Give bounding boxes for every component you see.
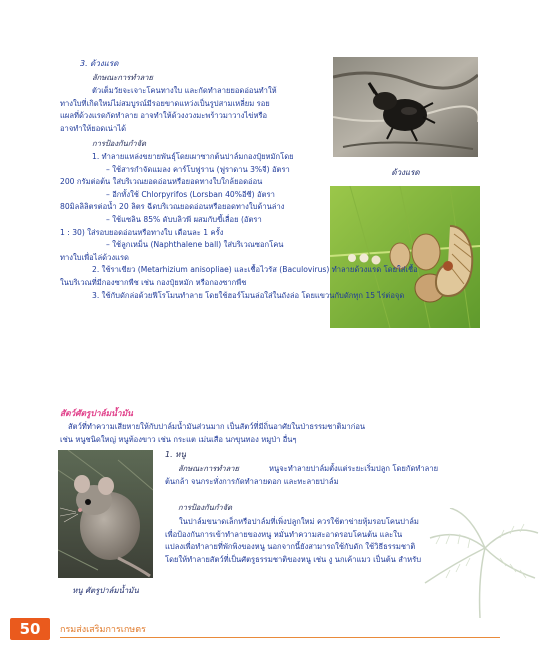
- prevention-line: 200 กรัมต่อต้น ใส่บริเวณยอดอ่อนหรือยอดทางใบใกล้ยอดอ่อน: [60, 177, 263, 187]
- rat-prevention-line: แปลงเพื่อทำลายที่พักพิงของหนู นอกจากนี้ยังสามารถใช้กับดัก ใช้วิธีธรรมชาติ: [165, 542, 416, 552]
- rat-damage-paragraph: [165, 463, 438, 488]
- damage-line: ตัวเต็มวัยจะเจาะโคนทางใบ และกัดทำลายยอดอ่อนทำให้: [92, 86, 277, 95]
- publisher-name: กรมส่งเสริมการเกษตร: [60, 625, 146, 635]
- section-3-title: 3. ด้วงแรด: [80, 59, 119, 68]
- prevention-line: 1. ทำลายแหล่งขยายพันธุ์โดยเผาซากต้นปาล์มกองปุ๋ยหมักโดย: [92, 152, 294, 161]
- rat-prevention-subtitle: การป้องกันกำจัด: [178, 503, 233, 512]
- damage-subtitle: ลักษณะการทำลาย: [92, 73, 153, 82]
- damage-paragraph: [60, 85, 277, 135]
- damage-line: แผลที่ด้วงแรดกัดทำลาย อาจทำให้ด้วงงวงมะพร้าวมาวางไข่หรือ: [60, 111, 268, 121]
- rat-subtitle: 1. หนู: [165, 450, 186, 459]
- intro-line: สัตว์ที่ทำความเสียหายให้กับปาล์มน้ำมันส่วนมาก เป็นสัตว์ที่มีถิ่นอาศัยในป่าธรรมชาติมาก่อน: [68, 422, 366, 431]
- prevention-line: 1 : 30) ใส่รอบยอดอ่อนหรือทางใบ เดือนละ 1 ครั้ง: [60, 227, 224, 237]
- prevention-line: – อีกทั้งใช้ Chlorpyrifos (Lorsban 40%อีซี) อัตรา: [106, 189, 275, 199]
- rodent-intro: [60, 421, 365, 446]
- prevention-line: 2. ใช้ราเขียว (Metarhizium anisopliae) และเชื้อไวรัส (Baculovirus) ทำลายด้วงแรด โดยใส่เชื้อ: [92, 265, 418, 275]
- prevention-line: – ใช้แซลิน 85% ดับบลิวพี ผสมกับขี้เลื่อย (อัตรา: [106, 214, 262, 224]
- rat-caption: หนู ศัตรูปาล์มน้ำมัน: [72, 586, 139, 595]
- prevention-line: 80มิลลิลิตรต่อน้ำ 20 ลิตร ฉีดบริเวณยอดอ่อนหรือยอดทางใบด้านล่าง: [60, 202, 285, 212]
- palm-watermark: [390, 508, 540, 618]
- rat-photo: [58, 450, 153, 578]
- footer: [0, 614, 540, 648]
- rat-damage-line: หนูจะทำลายปาล์มตั้งแต่ระยะเริ่มปลูก โดยกัดทำลาย: [269, 464, 439, 473]
- rat-prevention-paragraph: [165, 516, 421, 566]
- intro-line: เช่น หนูชนิดใหญ่ หนูท้องขาว เช่น กระแต เม่นเสือ นกขุนทอง หมูป่า อื่นๆ: [60, 434, 297, 444]
- damage-line: ทางใบที่เกิดใหม่ไม่สมบูรณ์มีรอยขาดแหว่งเป็นรูปสามเหลี่ยม รอย: [60, 98, 270, 108]
- prevention-list: [60, 151, 418, 302]
- page-number: 50: [10, 618, 50, 640]
- footer-divider: [60, 637, 500, 638]
- prevention-line: ในบริเวณที่มีกองซากพืช เช่น กองปุ๋ยหมัก หรือกองซากพืช: [60, 277, 247, 287]
- rat-prevention-line: ในปาล์มขนาดเล็กหรือปาล์มที่เพิ่งปลูกใหม่ ควรใช้ตาข่ายหุ้มรอบโคนปาล์ม: [179, 517, 419, 526]
- rat-prevention-line: เพื่อป้องกันการเข้าทำลายของหนู หมั่นทำความสะอาดรอบโคนต้น และใน: [165, 529, 403, 539]
- prevention-line: ทางใบเพื่อไล่ด้วงแรด: [60, 252, 129, 262]
- rat-damage-subtitle: ลักษณะการทำลาย: [178, 464, 239, 473]
- rat-damage-line: ต้นกล้า จนกระทั่งการกัดทำลายดอก และทะลายปาล์ม: [165, 476, 339, 486]
- prevention-line: – ใช้สารกำจัดแมลง คาร์โบฟูราน (ฟูราดาน 3%จี) อัตรา: [106, 164, 290, 174]
- beetle-photo: [333, 57, 478, 157]
- prevention-line: 3. ใช้กับดักล่อด้วยฟีโรโมนทำลาย โดยใช้ฮอร์โมนล่อใส่ในถังล่อ โดยแขวนกับดักทุก 15 ไร่ต่อจุด: [92, 290, 405, 300]
- rat-prevention-line: โดยให้ทำลายสัตว์ที่เป็นศัตรูธรรมชาติของหนู เช่น งู นกเค้าแมว เป็นต้น สำหรับ: [165, 554, 422, 564]
- beetle-caption: ด้วงแรด: [391, 168, 420, 177]
- prevention-subtitle: การป้องกันกำจัด: [92, 139, 147, 148]
- rodent-heading: สัตว์ศัตรูปาล์มน้ำมัน: [60, 408, 133, 418]
- damage-line: อาจทำให้ยอดเน่าได้: [60, 123, 127, 133]
- prevention-line: – ใช้ลูกเหม็น (Naphthalene ball) ใส่บริเวณซอกโคน: [106, 240, 284, 250]
